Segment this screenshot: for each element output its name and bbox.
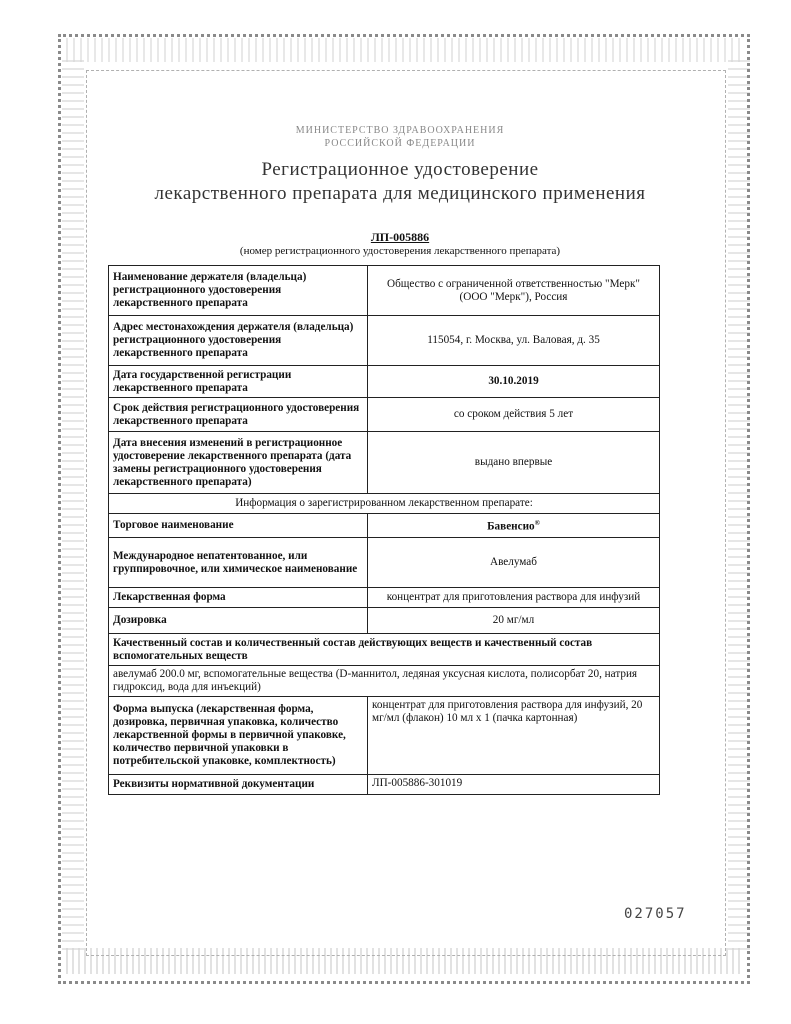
table-row-address: [109, 316, 660, 366]
composition-header: Качественный состав и количественный состав действующих веществ и качественный состав вспомогательных веществ: [109, 634, 660, 666]
validity-label: Срок действия регистрационного удостоверения лекарственного препарата: [109, 398, 368, 432]
holder-value-line-2: (ООО "Мерк"), Россия: [459, 290, 568, 303]
table-row-changes: [109, 432, 660, 494]
dosage-label: Дозировка: [109, 608, 368, 634]
registered-trademark-mark: ®: [534, 519, 540, 528]
registration-number-caption: (номер регистрационного удостоверения лекарственного препарата): [239, 245, 561, 257]
normative-value: ЛП-005886-301019: [368, 775, 660, 795]
changes-value: выдано впервые: [368, 432, 660, 494]
table-row-form: [109, 588, 660, 608]
holder-label: Наименование держателя (владельца) регистрационного удостоверения лекарственного препарата: [109, 266, 368, 316]
title-line-2: лекарственного препарата для медицинского применения: [154, 183, 646, 204]
title-line-1: Регистрационное удостоверение: [261, 159, 539, 180]
holder-value: [368, 266, 660, 316]
form-serial-number: 027057: [624, 906, 687, 922]
trade-name-value: Бавенсио: [487, 520, 535, 533]
changes-label: Дата внесения изменений в регистрационное удостоверение лекарственного препарата (дата замены регистрационного удостоверения лекарственного препарата): [109, 432, 368, 494]
table-row-inn: [109, 538, 660, 588]
table-row-composition-header: [109, 634, 660, 666]
reg-date-label: Дата государственной регистрации лекарственного препарата: [109, 366, 368, 398]
holder-value-line-1: Общество с ограниченной ответственностью "Мерк": [387, 277, 640, 290]
table-row-validity: [109, 398, 660, 432]
form-value: концентрат для приготовления раствора для инфузий: [368, 588, 660, 608]
ministry-line-2: РОССИЙСКОЙ ФЕДЕРАЦИИ: [324, 138, 476, 149]
reg-date-value: 30.10.2019: [368, 366, 660, 398]
composition-value: авелумаб 200.0 мг, вспомогательные вещества (D-маннитол, ледяная уксусная кислота, полисорбат 20, натрия гидроксид, вода для инъекций): [109, 666, 660, 697]
trade-name-cell: [368, 514, 660, 538]
form-label: Лекарственная форма: [109, 588, 368, 608]
release-value: концентрат для приготовления раствора для инфузий, 20 мг/мл (флакон) 10 мл х 1 (пачка картонная): [368, 697, 660, 775]
certificate-table: [108, 265, 660, 795]
registration-number: ЛП-005886: [370, 230, 430, 244]
ministry-heading: [200, 124, 600, 150]
table-row-holder: [109, 266, 660, 316]
release-label: Форма выпуска (лекарственная форма, дозировка, первичная упаковка, количество лекарственной формы в первичной упаковке, количество первичной упаковки в потребительской упаковке, комплектность): [109, 697, 368, 775]
inn-value: Авелумаб: [368, 538, 660, 588]
table-row-reg-date: [109, 366, 660, 398]
normative-label: Реквизиты нормативной документации: [109, 775, 368, 795]
table-row-trade-name: [109, 514, 660, 538]
document-title: [100, 158, 700, 206]
table-row-info-header: [109, 494, 660, 514]
table-row-normative: [109, 775, 660, 795]
address-value: 115054, г. Москва, ул. Валовая, д. 35: [368, 316, 660, 366]
ministry-line-1: МИНИСТЕРСТВО ЗДРАВООХРАНЕНИЯ: [295, 125, 505, 136]
table-row-release-form: [109, 697, 660, 775]
validity-value: со сроком действия 5 лет: [368, 398, 660, 432]
info-header: Информация о зарегистрированном лекарственном препарате:: [109, 494, 660, 514]
trade-name-label: Торговое наименование: [109, 514, 368, 538]
address-label: Адрес местонахождения держателя (владельца) регистрационного удостоверения лекарственного препарата: [109, 316, 368, 366]
table-row-dosage: [109, 608, 660, 634]
table-row-composition: [109, 666, 660, 697]
dosage-value: 20 мг/мл: [368, 608, 660, 634]
inn-label: Международное непатентованное, или группировочное, или химическое наименование: [109, 538, 368, 588]
